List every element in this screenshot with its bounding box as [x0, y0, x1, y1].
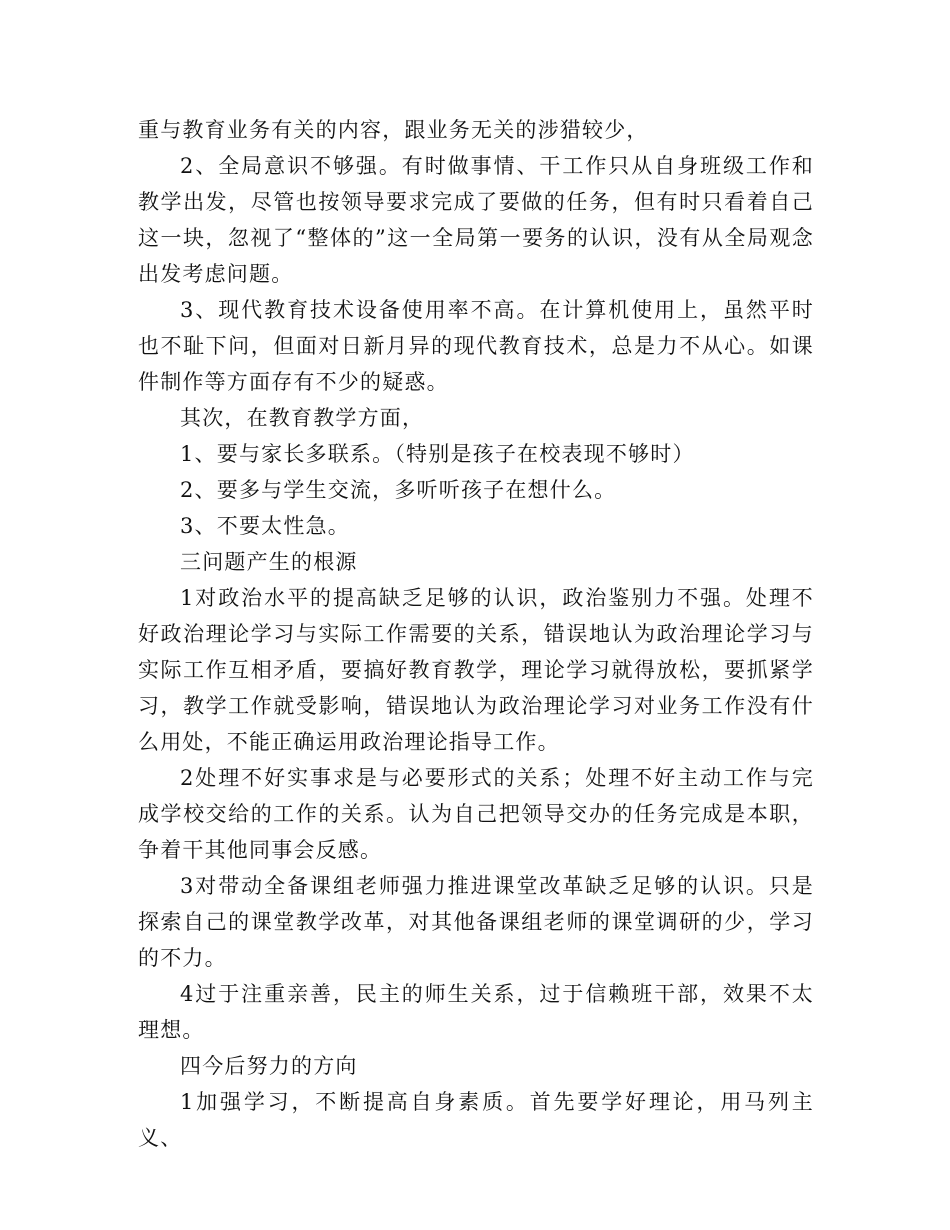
paragraph: 1加强学习，不断提高自身素质。首先要学好理论，用马列主义、 — [138, 1090, 814, 1150]
paragraph: 4过于注重亲善，民主的师生关系，过于信赖班干部，效果不太理想。 — [138, 982, 814, 1042]
paragraph: 3对带动全备课组老师强力推进课堂改革缺乏足够的认识。只是探索自己的课堂教学改革，对其他备课组老师的课堂调研的少，学习的不力。 — [138, 874, 814, 970]
paragraph: 1、要与家长多联系。（特别是孩子在校表现不够时） — [180, 442, 695, 466]
paragraph: 1对政治水平的提高缺乏足够的认识，政治鉴别力不强。处理不好政治理论学习与实际工作需要的关系，错误地认为政治理论学习与实际工作互相矛盾，要搞好教育教学，理论学习就得放松，要抓紧学习，教学工作就受影响，错误地认为政治理论学习对业务工作没有什么用处，不能正确运用政治理论指导工作。 — [138, 586, 814, 754]
paragraph: 3、不要太性急。 — [180, 514, 350, 538]
paragraph: 3、现代教育技术设备使用率不高。在计算机使用上，虽然平时也不耻下问，但面对日新月异的现代教育技术，总是力不从心。如课件制作等方面存有不少的疑惑。 — [138, 298, 814, 394]
section-heading: 四今后努力的方向 — [180, 1054, 358, 1078]
paragraph: 2、全局意识不够强。有时做事情、干工作只从自身班级工作和教学出发，尽管也按领导要求完成了要做的任务，但有时只看着自己这一块，忽视了“整体的”这一全局第一要务的认识，没有从全局观念出发考虑问题。 — [138, 154, 814, 286]
document-page — [138, 112, 814, 1156]
paragraph: 重与教育业务有关的内容，跟业务无关的涉猎较少， — [138, 118, 649, 142]
paragraph: 2、要多与学生交流，多听听孩子在想什么。 — [180, 478, 617, 502]
paragraph: 2处理不好实事求是与必要形式的关系；处理不好主动工作与完成学校交给的工作的关系。认为自己把领导交办的任务完成是本职，争着干其他同事会反感。 — [138, 766, 814, 862]
section-heading: 三问题产生的根源 — [180, 550, 358, 574]
paragraph: 其次，在教育教学方面， — [180, 406, 425, 430]
